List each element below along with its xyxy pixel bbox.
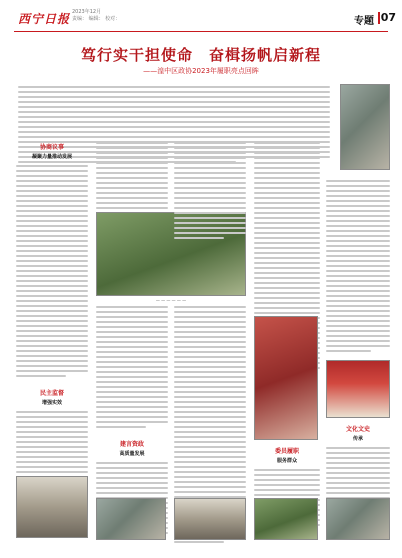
column-1	[16, 142, 88, 526]
bottom-photo-4	[326, 498, 390, 540]
header-rule	[14, 31, 388, 32]
column-5	[326, 180, 390, 355]
newspaper-logo: 西宁日报	[18, 12, 71, 26]
section-3-title: 建言资政	[119, 441, 144, 448]
column-3	[174, 142, 246, 242]
header-date: 2023年12月	[72, 9, 102, 15]
bottom-left-photo	[16, 476, 88, 538]
bottom-photo-3	[254, 498, 318, 540]
top-right-photo	[340, 84, 390, 170]
field-visit-photo-caption: — — — — — —	[155, 298, 187, 303]
section-1-title: 协商议事	[39, 144, 64, 151]
page-number: 07	[380, 11, 396, 24]
section-5-title: 文化文史	[345, 426, 370, 433]
stage-event-photo	[326, 360, 390, 418]
exhibition-photo	[254, 316, 318, 440]
section-5-subtitle: 传承	[352, 436, 363, 442]
bottom-photo-1	[96, 498, 166, 540]
page-header	[0, 0, 402, 30]
header-editors: 责编： 编辑： 校对：	[72, 16, 121, 22]
section-1-subtitle: 凝聚力量推动发展	[31, 154, 72, 160]
section-4-subtitle: 服务群众	[276, 458, 297, 464]
section-3-subtitle: 高质量发展	[119, 451, 145, 457]
section-4-title: 委员履职	[274, 448, 299, 455]
page-headline: 笃行实干担使命 奋楫扬帆启新程	[80, 46, 321, 64]
section-label: 专题	[354, 16, 374, 27]
header-meta	[72, 9, 120, 23]
section-2-title: 民主监督	[39, 390, 64, 397]
section-2-subtitle: 增强实效	[41, 400, 62, 406]
bottom-photo-2	[174, 498, 246, 540]
page-number-divider	[378, 12, 380, 24]
page-subheadline: ——湟中区政协2023年履职亮点回眸	[143, 67, 259, 75]
